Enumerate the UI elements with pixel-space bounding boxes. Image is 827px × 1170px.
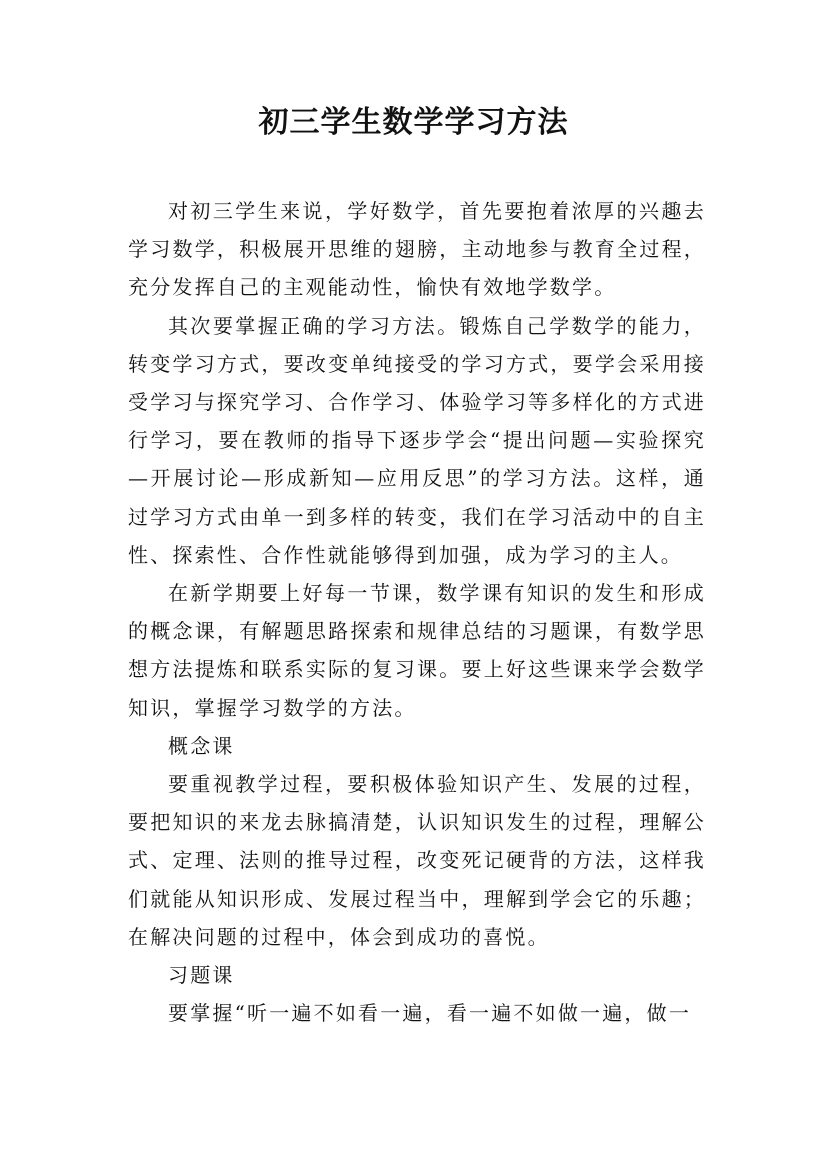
document-body <box>128 192 706 1032</box>
document-title: 初三学生数学学习方法 <box>258 105 569 140</box>
section-heading-exercise: 习题课 <box>168 963 235 988</box>
paragraph-lessons: 在新学期要上好每一节课，数学课有知识的发生和形成的概念课，有解题思路探索和规律总结的习题课，有数学思想方法提炼和联系实际的复习课。要上好这些课来学会数学知识，掌握学习数学的方法。 <box>128 581 706 720</box>
section-heading-concept: 概念课 <box>168 733 235 758</box>
paragraph-concept: 要重视教学过程，要积极体验知识产生、发展的过程，要把知识的来龙去脉搞清楚，认识知识发生的过程，理解公式、定理、法则的推导过程，改变死记硬背的方法，这样我们就能从知识形成、发展过程当中，理解到学会它的乐趣；在解决问题的过程中，体会到成功的喜悦。 <box>128 772 706 949</box>
paragraph-interest: 对初三学生来说，学好数学，首先要抱着浓厚的兴趣去学习数学，积极展开思维的翅膀，主动地参与教育全过程，充分发挥自己的主观能动性，愉快有效地学数学。 <box>128 199 706 300</box>
paragraph-methods: 其次要掌握正确的学习方法。锻炼自己学数学的能力，转变学习方式，要改变单纯接受的学习方式，要学会采用接受学习与探究学习、合作学习、体验学习等多样化的方式进行学习，要在教师的指导下逐步学会“提出问题—实验探究—开展讨论—形成新知—应用反思”的学习方法。这样，通过学习方式由单一到多样的转变，我们在学习活动中的自主性、探索性、合作性就能够得到加强，成为学习的主人。 <box>128 313 706 567</box>
paragraph-exercise: 要掌握“听一遍不如看一遍，看一遍不如做一遍，做一 <box>168 1001 692 1026</box>
